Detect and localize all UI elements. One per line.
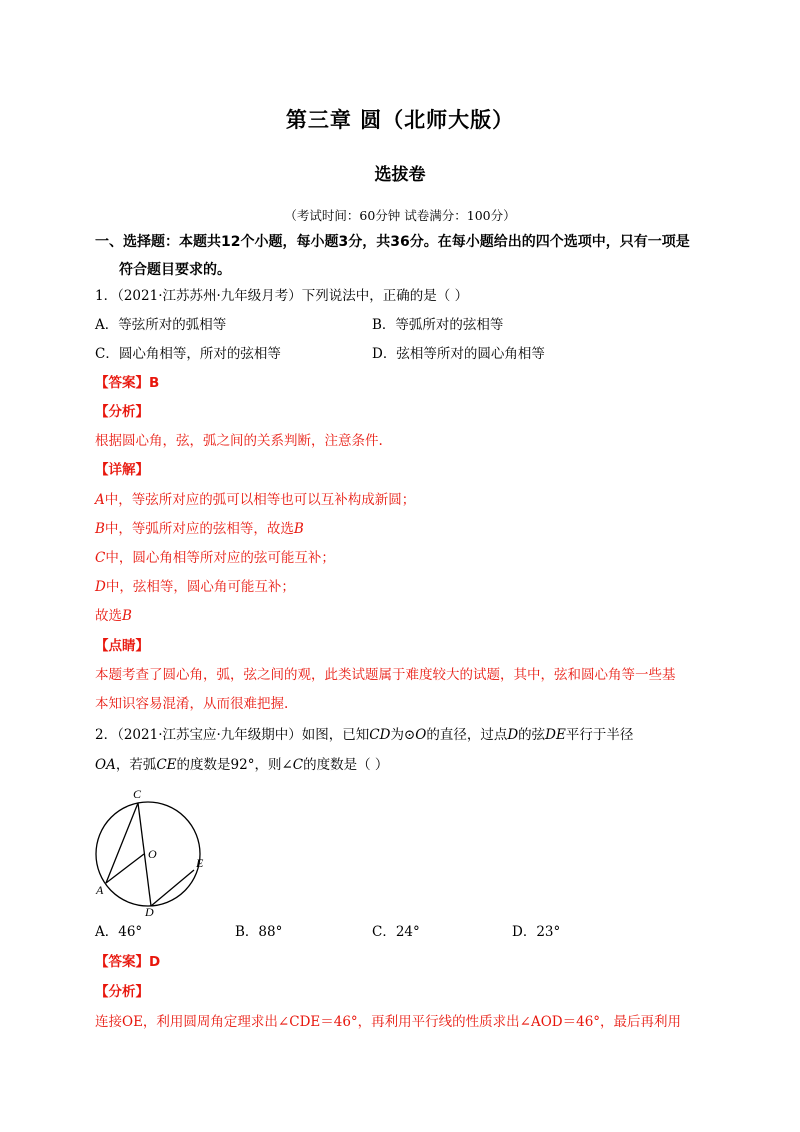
q2-option-a: A．46° — [95, 924, 143, 940]
label-o: O — [148, 847, 157, 861]
q1-comment-2: 本知识容易混淆，从而很难把握. — [95, 696, 289, 712]
q2-option-c: C．24° — [372, 924, 420, 940]
q1-option-d: D．弦相等所对的圆心角相等 — [372, 346, 545, 362]
q1-comment-1: 本题考查了圆心角，弧，弦之间的观，此类试题属于难度较大的试题，其中，弦和圆心角等一些基 — [95, 667, 676, 683]
var-c: C — [95, 550, 106, 566]
section-heading-cont: 符合题目要求的。 — [119, 262, 231, 278]
q2-analysis: 连接OE，利用圆周角定理求出∠CDE＝46°，再利用平行线的性质求出∠AOD＝46°，最后再利用 — [95, 1014, 682, 1030]
q1-detail-2: B中，等弧所对应的弦相等，故选B — [95, 521, 304, 537]
q1-option-b: B．等弧所对的弦相等 — [372, 317, 504, 333]
q1-detail-4: D中，弦相等，圆心角可能互补； — [95, 579, 295, 595]
q1-detail-tag: 【详解】 — [95, 462, 149, 478]
q1-detail-1: A中，等弦所对应的弧可以相等也可以互补构成新圆； — [95, 492, 416, 508]
q2-answer: 【答案】D — [95, 954, 161, 970]
question-2-stem-line1: 2．（2021·江苏宝应·九年级期中）如图，已知CD为⊙O的直径，过点D的弦DE平行于半径 — [95, 727, 634, 743]
q2-option-b: B．88° — [235, 924, 283, 940]
var-d: D — [95, 579, 106, 595]
q1-detail-5: 故选B — [95, 608, 132, 624]
q1-analysis-tag: 【分析】 — [95, 404, 149, 420]
q1-detail-3: C中，圆心角相等所对应的弦可能互补； — [95, 550, 335, 566]
q1-option-c: C．圆心角相等，所对的弦相等 — [95, 346, 281, 362]
circle-geometry-figure — [90, 782, 220, 917]
q1-analysis: 根据圆心角，弦，弧之间的关系判断，注意条件. — [95, 433, 383, 449]
q1-comment-tag: 【点睛】 — [95, 638, 149, 654]
exam-meta: （考试时间：60分钟 试卷满分：100分） — [284, 208, 516, 223]
q1-option-a: A．等弦所对的弧相等 — [95, 317, 227, 333]
page-subtitle: 选拔卷 — [374, 165, 426, 185]
page-title: 第三章 圆（北师大版） — [285, 108, 515, 132]
var-b: B — [95, 521, 105, 537]
q2-analysis-tag: 【分析】 — [95, 984, 149, 1000]
question-2-stem-line2: OA，若弧CE的度数是92°，则∠C的度数是（ ） — [95, 757, 389, 773]
q2-option-d: D．23° — [512, 924, 561, 940]
q1-answer: 【答案】B — [95, 375, 160, 391]
question-1-stem: 1．（2021·江苏苏州·九年级月考）下列说法中，正确的是（ ） — [95, 288, 469, 304]
var-a: A — [95, 492, 105, 508]
label-e: E — [196, 856, 204, 870]
label-a: A — [96, 883, 104, 897]
label-c: C — [133, 787, 142, 801]
label-d: D — [145, 905, 154, 917]
section-heading: 一、选择题：本题共12个小题，每小题3分，共36分。在每小题给出的四个选项中，只有一项是 — [95, 234, 690, 250]
